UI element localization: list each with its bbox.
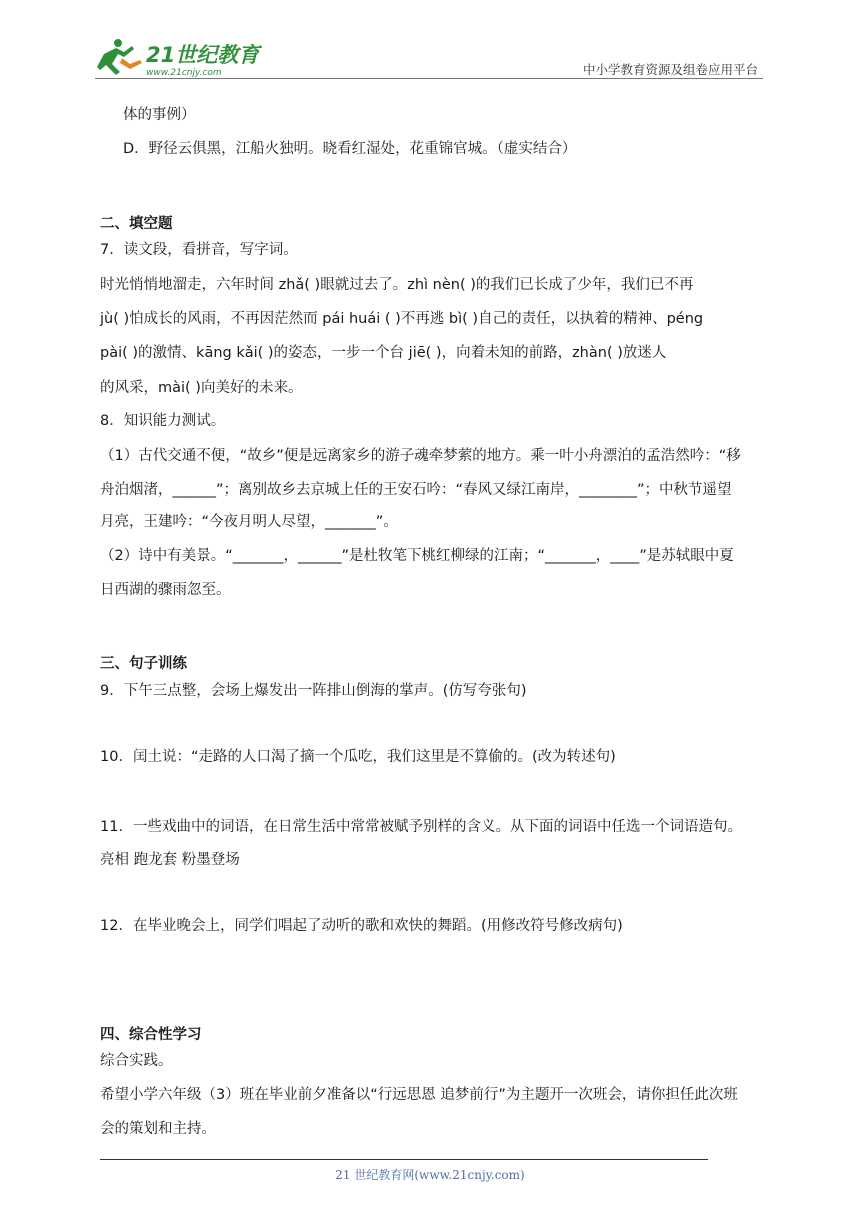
question-10: 10．闰土说：“走路的人口渴了摘一个瓜吃，我们这里是不算偷的。(改为转述句) (100, 749, 616, 765)
section-heading: 三、句子训练 (100, 656, 187, 672)
text-line: 体的事例） (123, 107, 196, 123)
section-heading: 二、填空题 (100, 216, 173, 232)
header-platform-label: 中小学教育资源及组卷应用平台 (582, 62, 758, 77)
question-9: 9．下午三点整，会场上爆发出一阵排山倒海的掌声。(仿写夸张句) (100, 683, 527, 699)
text-line: （2）诗中有美景。“_______，______”是杜牧笔下桃红柳绿的江南；“_______，____”是苏轼眼中夏 (100, 548, 734, 564)
section-heading: 四、综合性学习 (100, 1027, 202, 1043)
question-11: 11．一些戏曲中的词语，在日常生活中常常被赋予别样的含义。从下面的词语中任选一个词语造句。 (100, 819, 742, 835)
text-line: 会的策划和主持。 (100, 1121, 216, 1137)
question-8: 8．知识能力测试。 (100, 413, 226, 429)
text-line: jù( )怕成长的风雨，不再因茫然而 pái huái ( )不再逃 bì( )自己的责任，以执着的精神、péng (100, 311, 704, 327)
option-d: D．野径云俱黑，江船火独明。晓看红湿处，花重锦官城。（虚实结合） (123, 141, 577, 157)
word-options: 亮相 跑龙套 粉墨登场 (100, 852, 240, 868)
text-line: 希望小学六年级（3）班在毕业前夕准备以“行远思恩 追梦前行”为主题开一次班会，请你担任此次班 (100, 1087, 738, 1103)
text-line: pài( )的激情、kāng kǎi( )的姿态，一步一个台 jiē( )，向着未知的前路，zhàn( )放迷人 (100, 345, 667, 361)
footer-link[interactable]: 21 世纪教育网(www.21cnjy.com) (335, 1168, 525, 1182)
text-line: 时光悄悄地溜走，六年时间 zhǎ( )眼就过去了。zhì nèn( )的我们已长成了少年，我们已不再 (100, 277, 694, 293)
logo-text: 21世纪教育 (146, 43, 260, 67)
question-12: 12．在毕业晚会上，同学们唱起了动听的歌和欢快的舞蹈。(用修改符号修改病句) (100, 918, 623, 934)
text-line: 的风采，mài( )向美好的未来。 (100, 380, 303, 396)
text-line: 舟泊烟渚，______”；离别故乡去京城上任的王安石吟：“春风又绿江南岸，________”；中秋节遥望 (100, 482, 732, 498)
footer-divider (100, 1159, 708, 1160)
runner-icon (97, 39, 142, 75)
header-divider (95, 78, 763, 79)
text-line: 日西湖的骤雨忽至。 (100, 582, 231, 598)
site-logo (96, 34, 266, 80)
question-7: 7．读文段，看拼音，写字词。 (100, 242, 298, 258)
logo-url: www.21cnjy.com (146, 68, 222, 78)
text-line: 月亮，王建吟：“今夜月明人尽望，_______”。 (100, 514, 398, 530)
text-line: （1）古代交通不便，“故乡”便是远离家乡的游子魂牵梦萦的地方。乘一叶小舟漂泊的孟浩然吟：“移 (100, 448, 741, 464)
text-line: 综合实践。 (100, 1053, 173, 1069)
